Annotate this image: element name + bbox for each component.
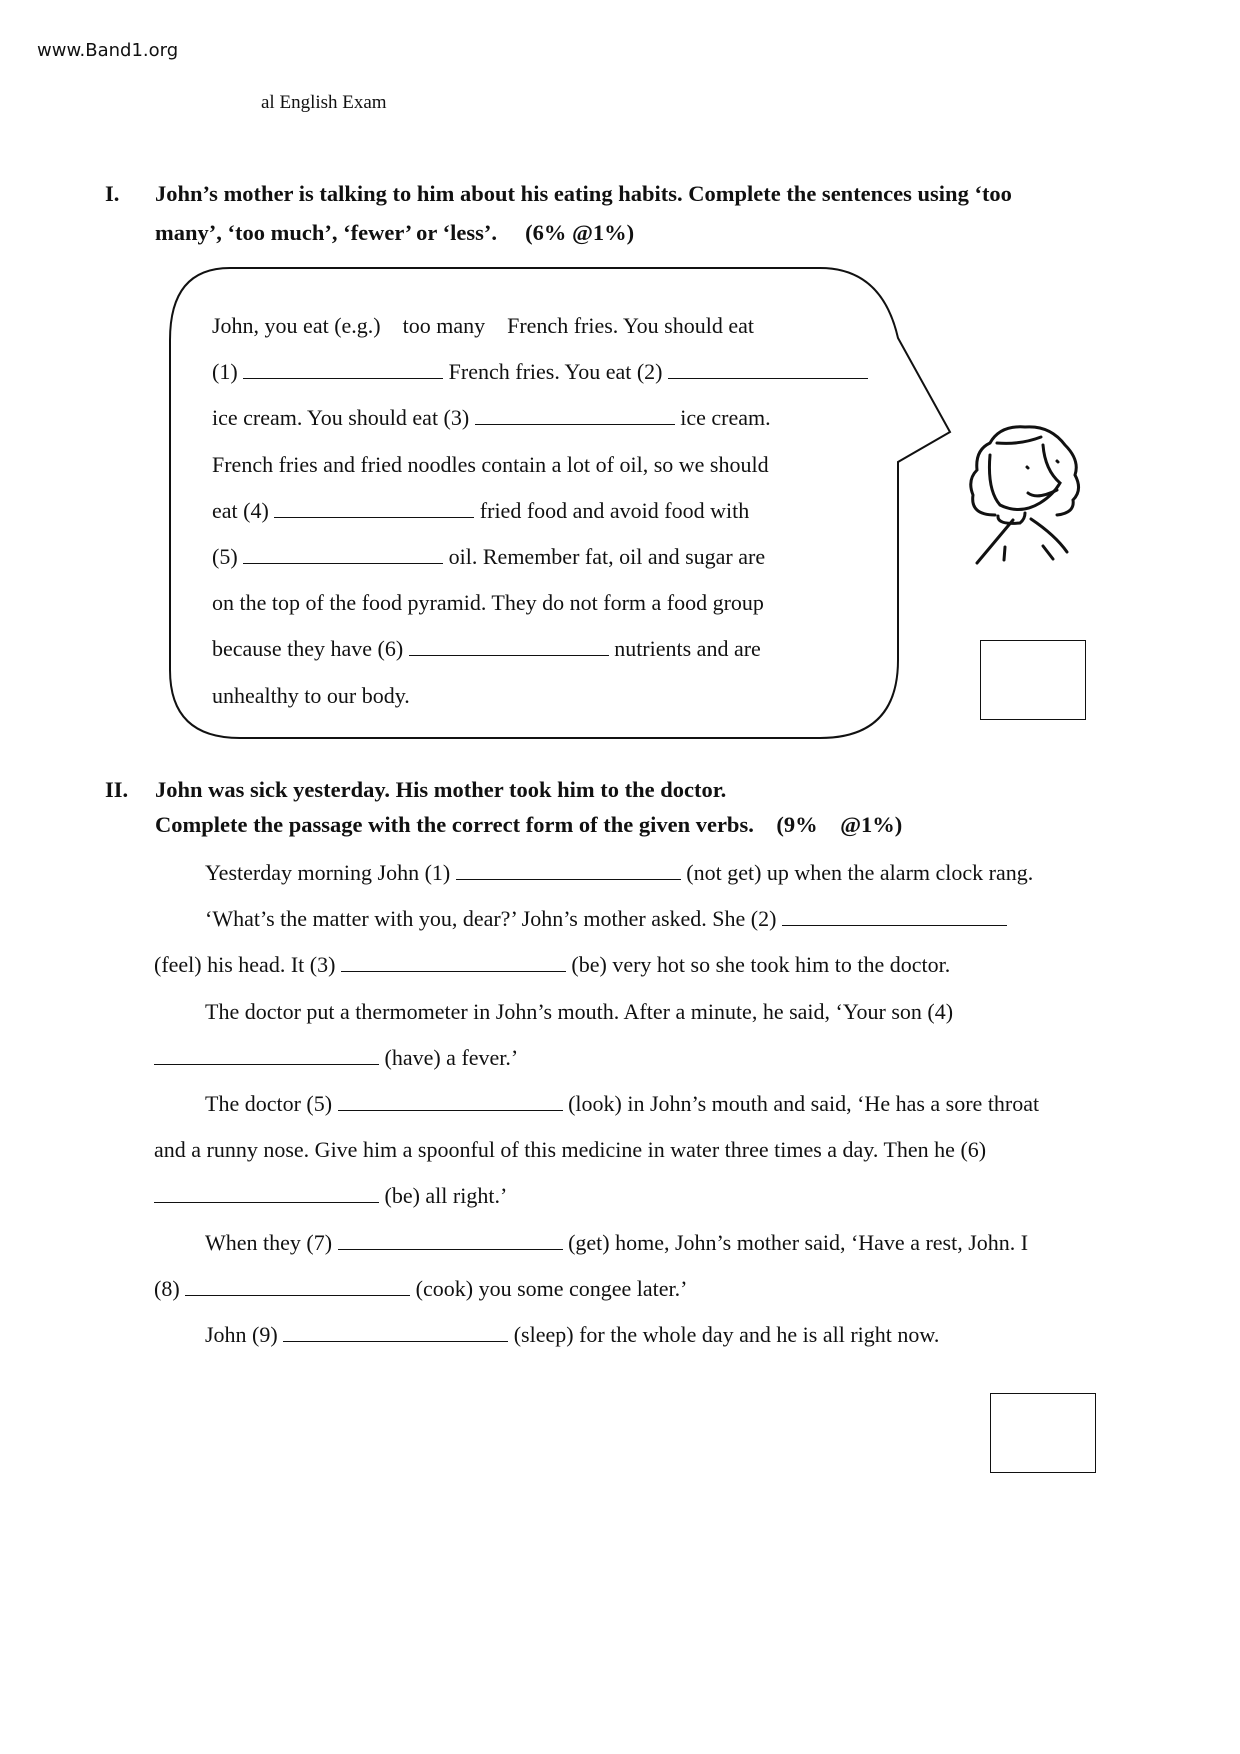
line-text: (cook) you some congee later.’: [410, 1275, 688, 1301]
line-text: unhealthy to our body.: [212, 682, 410, 708]
bubble-line: [212, 498, 749, 524]
line-text: John (9): [205, 1322, 284, 1347]
line-text: (look) in John’s mouth and said, ‘He has a sore throat: [562, 1091, 1040, 1116]
score-box-section2: [990, 1393, 1096, 1473]
line-text: The doctor put a thermometer in John’s mouth. After a minute, he said, ‘Your son (4): [205, 998, 954, 1024]
passage-line: [154, 1276, 688, 1302]
answer-blank[interactable]: [782, 907, 1007, 926]
line-text: (8): [154, 1275, 186, 1301]
passage-line: [154, 1045, 518, 1071]
answer-blank[interactable]: [338, 1092, 563, 1111]
answer-blank[interactable]: [341, 953, 566, 972]
line-text: Yesterday morning John (1): [205, 860, 456, 885]
line-text: (not get) up when the alarm clock rang.: [680, 860, 1034, 885]
bubble-line: [212, 683, 410, 709]
passage-line: [205, 860, 1033, 886]
passage-line: [205, 906, 1007, 932]
line-text: The doctor (5): [205, 1091, 338, 1116]
answer-blank[interactable]: [409, 637, 609, 656]
answer-blank[interactable]: [283, 1323, 508, 1342]
line-text: French fries. You eat (2): [443, 359, 669, 385]
section2-instruction-1: John was sick yesterday. His mother took him to the doctor.: [155, 777, 727, 802]
site-watermark: www.Band1.org: [37, 40, 179, 61]
answer-blank[interactable]: [668, 360, 868, 379]
bubble-line: [212, 359, 868, 385]
bubble-line: [212, 544, 765, 570]
line-text: French fries and fried noodles contain a lot of oil, so we should: [212, 451, 769, 477]
line-text: (get) home, John’s mother said, ‘Have a rest, John. I: [562, 1229, 1029, 1255]
passage-line: [205, 1322, 939, 1348]
passage-line: [205, 1091, 1039, 1117]
answer-blank[interactable]: [338, 1231, 563, 1250]
line-text: When they (7): [205, 1229, 338, 1255]
exam-title: al English Exam: [261, 92, 387, 113]
line-text: ‘What’s the matter with you, dear?’ John’s mother asked. She (2): [205, 906, 782, 932]
answer-blank[interactable]: [456, 861, 681, 880]
bubble-line: [212, 405, 771, 431]
score-box-section1: [980, 640, 1086, 720]
bubble-line: [212, 452, 769, 478]
line-text: (have) a fever.’: [379, 1044, 519, 1070]
line-text: because they have (6): [212, 636, 409, 662]
line-text: (1): [212, 359, 244, 385]
mother-illustration-icon: [965, 415, 1100, 565]
section1-instruction-2: many’, ‘too much’, ‘fewer’ or ‘less’. (6% @1%): [155, 220, 635, 245]
bubble-line: [212, 313, 754, 339]
answer-blank[interactable]: [475, 406, 675, 425]
line-text: on the top of the food pyramid. They do not form a food group: [212, 590, 764, 616]
bubble-line: [212, 636, 761, 662]
line-text: (be) all right.’: [379, 1183, 508, 1209]
answer-blank[interactable]: [243, 545, 443, 564]
passage-line: [205, 1230, 1028, 1256]
answer-blank[interactable]: [154, 1184, 379, 1203]
line-text: oil. Remember fat, oil and sugar are: [443, 544, 766, 569]
section2-number: II.: [105, 777, 129, 802]
answer-blank[interactable]: [274, 499, 474, 518]
line-text: John, you eat (e.g.) too many French fries. You should eat: [212, 313, 754, 338]
passage-line: [154, 1183, 507, 1209]
bubble-line: [212, 590, 764, 616]
passage-line: [205, 999, 953, 1025]
passage-line: [154, 1137, 986, 1163]
section1-instruction-1: John’s mother is talking to him about his eating habits. Complete the sentences using ‘too: [155, 181, 1012, 206]
section2-instruction-2: Complete the passage with the correct form of the given verbs. (9% @1%): [155, 812, 903, 837]
line-text: (sleep) for the whole day and he is all right now.: [508, 1322, 940, 1347]
passage-line: [154, 952, 950, 978]
line-text: fried food and avoid food with: [474, 497, 750, 523]
answer-blank[interactable]: [154, 1046, 379, 1065]
line-text: (feel) his head. It (3): [154, 952, 341, 978]
answer-blank[interactable]: [243, 360, 443, 379]
line-text: eat (4): [212, 497, 275, 523]
line-text: (5): [212, 544, 244, 569]
line-text: nutrients and are: [608, 636, 761, 662]
answer-blank[interactable]: [185, 1277, 410, 1296]
line-text: ice cream. You should eat (3): [212, 405, 475, 431]
line-text: ice cream.: [674, 405, 771, 431]
line-text: and a runny nose. Give him a spoonful of this medicine in water three times a day. Then he (6): [154, 1137, 987, 1163]
line-text: (be) very hot so she took him to the doctor.: [565, 952, 951, 978]
section1-number: I.: [105, 181, 120, 206]
